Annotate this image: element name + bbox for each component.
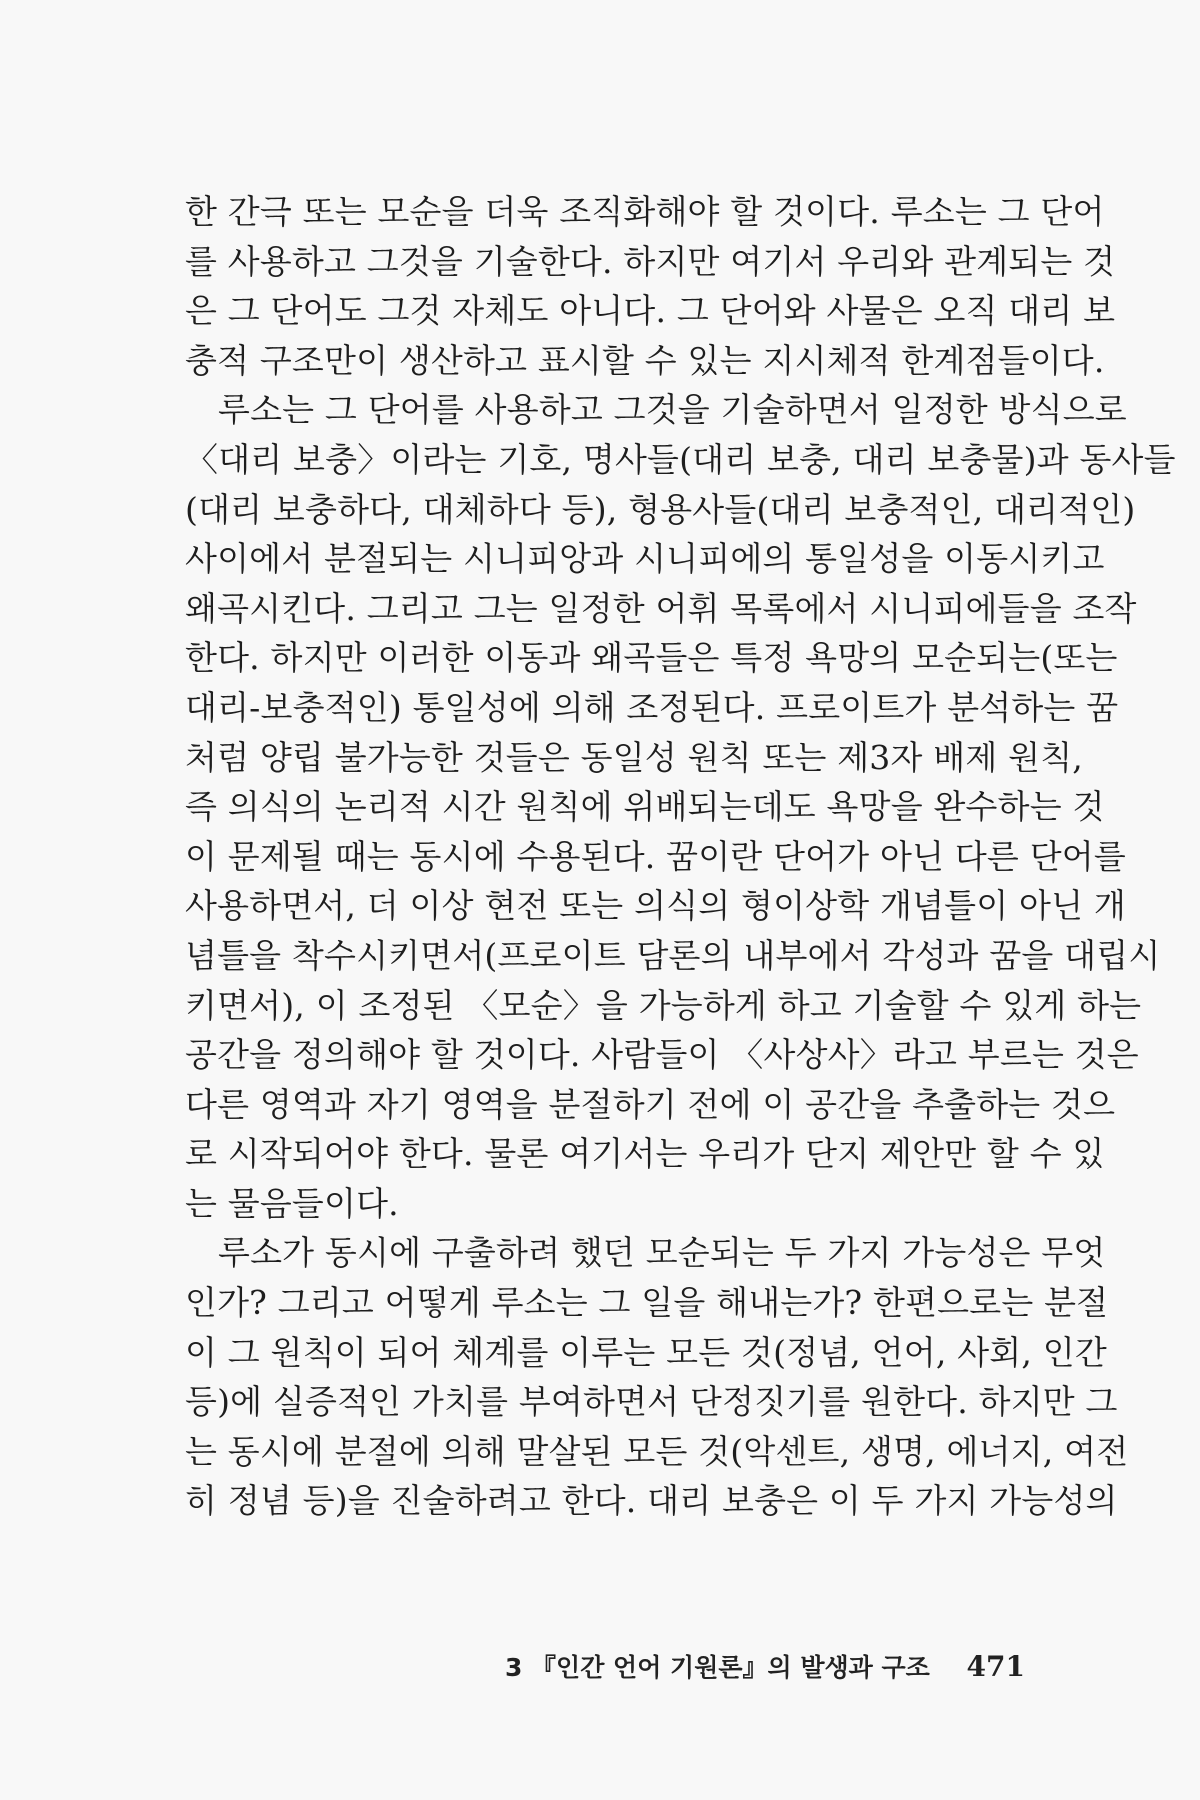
text-line: 충적 구조만이 생산하고 표시할 수 있는 지시체적 한계점들이다. <box>185 340 1105 380</box>
text-line: 를 사용하고 그것을 기술한다. 하지만 여기서 우리와 관계되는 것 <box>185 241 1116 281</box>
text-line: 는 물음들이다. <box>185 1183 399 1223</box>
text-line: 사용하면서, 더 이상 현전 또는 의식의 형이상학 개념틀이 아닌 개 <box>185 886 1126 926</box>
text-line: (대리 보충하다, 대체하다 등), 형용사들(대리 보충적인, 대리적인) <box>185 489 1136 529</box>
text-line: 즉 의식의 논리적 시간 원칙에 위배되는데도 욕망을 완수하는 것 <box>185 787 1105 827</box>
text-line: 다른 영역과 자기 영역을 분절하기 전에 이 공간을 추출하는 것으 <box>185 1084 1116 1124</box>
text-line: 는 동시에 분절에 의해 말살된 모든 것(악센트, 생명, 에너지, 여전 <box>185 1431 1129 1471</box>
text-line: 이 문제될 때는 동시에 수용된다. 꿈이란 단어가 아닌 다른 단어를 <box>185 836 1126 876</box>
text-line: 공간을 정의해야 할 것이다. 사람들이 〈사상사〉라고 부르는 것은 <box>185 1035 1139 1075</box>
text-line: 은 그 단어도 그것 자체도 아니다. 그 단어와 사물은 오직 대리 보 <box>185 291 1116 331</box>
text-line: 처럼 양립 불가능한 것들은 동일성 원칙 또는 제3자 배제 원칙, <box>185 737 1083 777</box>
text-line: 키면서), 이 조정된 〈모순〉을 가능하게 하고 기술할 수 있게 하는 <box>185 985 1142 1025</box>
text-line: 루소가 동시에 구출하려 했던 모순되는 두 가지 가능성은 무엇 <box>218 1233 1106 1273</box>
text-line: 왜곡시킨다. 그리고 그는 일정한 어휘 목록에서 시니피에들을 조작 <box>185 588 1137 628</box>
text-line: 대리-보충적인) 통일성에 의해 조정된다. 프로이트가 분석하는 꿈 <box>185 687 1119 727</box>
text-line: 한다. 하지만 이러한 이동과 왜곡들은 특정 욕망의 모순되는(또는 <box>185 638 1118 678</box>
text-line: 로 시작되어야 한다. 물론 여기서는 우리가 단지 제안만 할 수 있 <box>185 1134 1105 1174</box>
body-text <box>185 187 1176 1526</box>
text-line: 등)에 실증적인 가치를 부여하면서 단정짓기를 원한다. 하지만 그 <box>185 1382 1118 1422</box>
text-line: 사이에서 분절되는 시니피앙과 시니피에의 통일성을 이동시키고 <box>185 539 1105 579</box>
text-line: 〈대리 보충〉이라는 기호, 명사들(대리 보충, 대리 보충물)과 동사들 <box>185 439 1176 479</box>
text-line: 한 간극 또는 모순을 더욱 조직화해야 할 것이다. 루소는 그 단어 <box>185 192 1105 231</box>
chapter-title: 3 『인간 언어 기원론』의 발생과 구조 <box>504 1653 930 1682</box>
running-footer <box>505 1648 1025 1684</box>
text-line: 이 그 원칙이 되어 체계를 이루는 모든 것(정념, 언어, 사회, 인간 <box>185 1332 1107 1372</box>
text-line: 념틀을 착수시키면서(프로이트 담론의 내부에서 각성과 꿈을 대립시 <box>185 935 1161 975</box>
text-line: 인가? 그리고 어떻게 루소는 그 일을 해내는가? 한편으로는 분절 <box>185 1283 1109 1323</box>
page-number: 471 <box>966 1650 1025 1683</box>
text-line: 루소는 그 단어를 사용하고 그것을 기술하면서 일정한 방식으로 <box>218 390 1127 430</box>
text-line: 히 정념 등)을 진술하려고 한다. 대리 보충은 이 두 가지 가능성의 <box>185 1481 1118 1521</box>
